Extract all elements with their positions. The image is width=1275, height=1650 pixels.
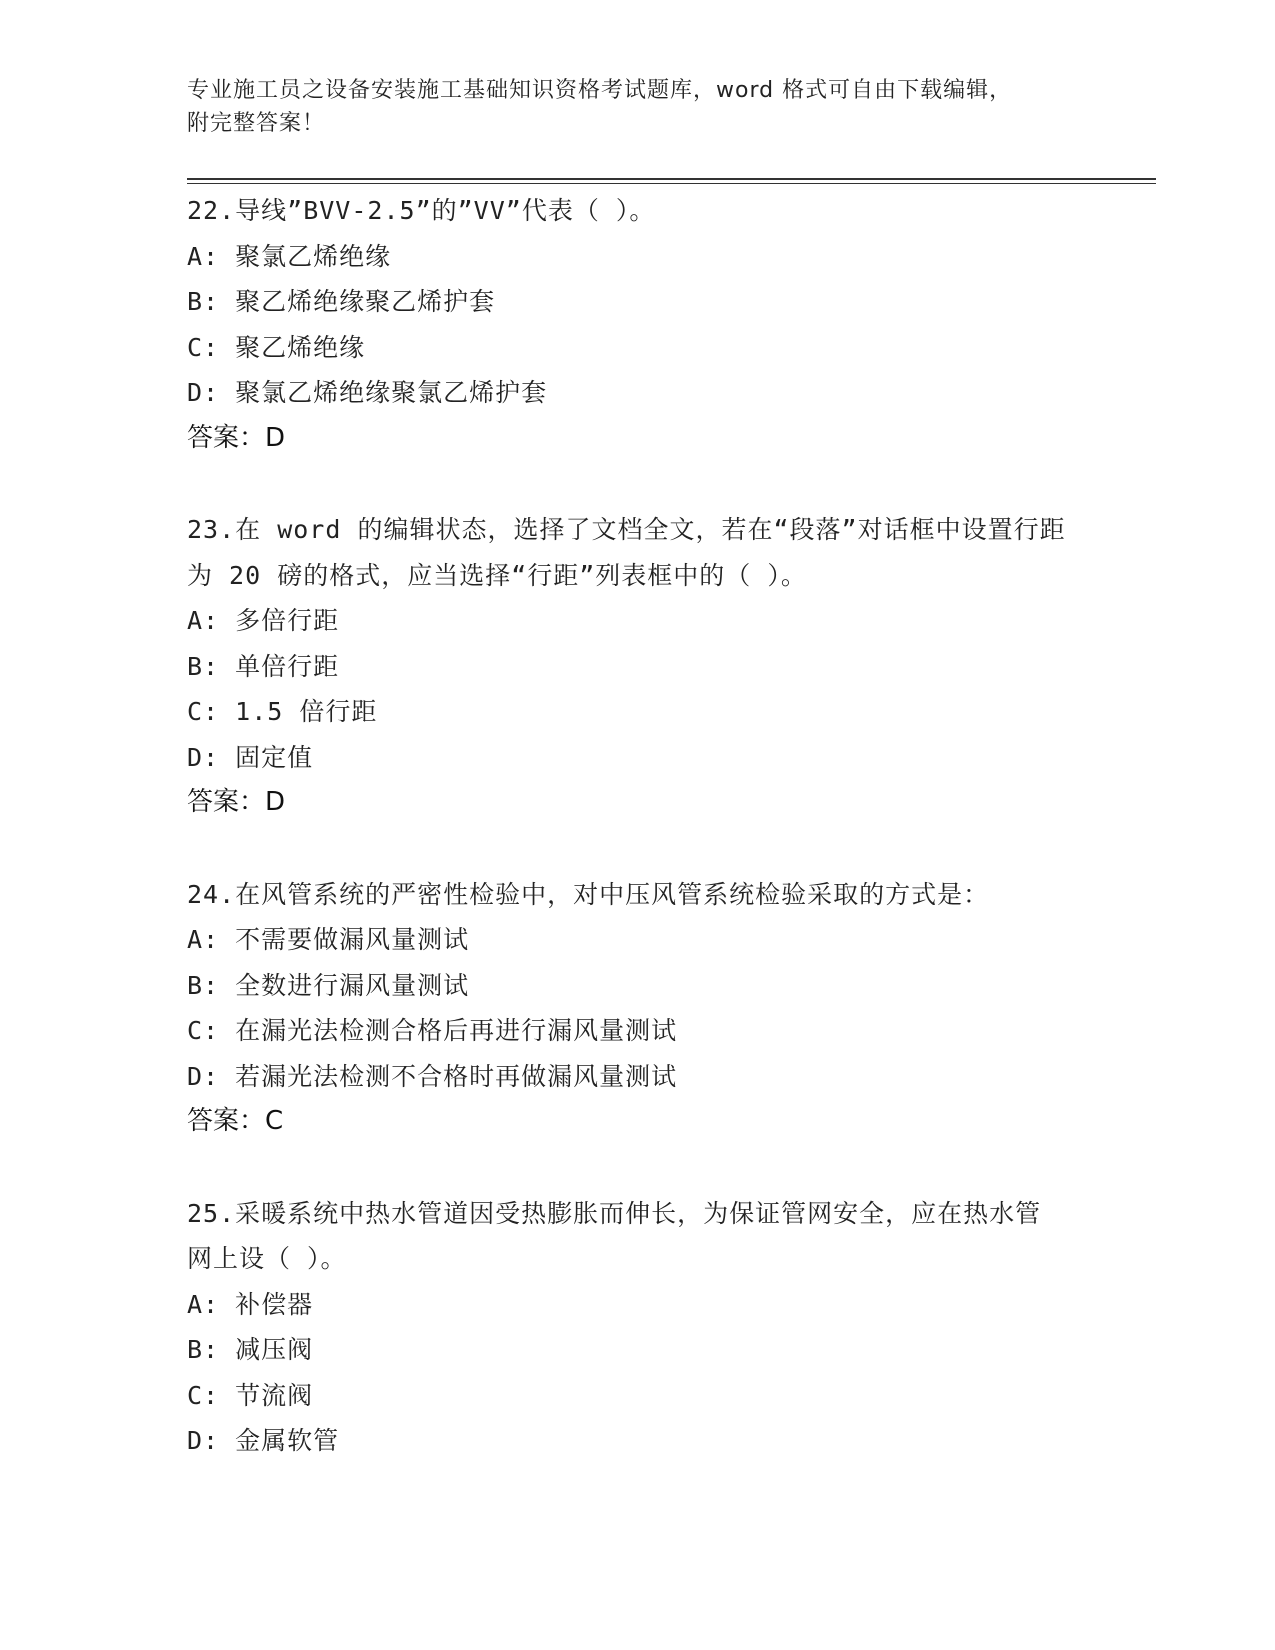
question-25	[187, 1191, 1087, 1464]
option-d: D: 聚氯乙烯绝缘聚氯乙烯护套	[187, 378, 548, 407]
answer-label: 答案：D	[187, 787, 286, 817]
question-stem: 22.导线”BVV-2.5”的”VV”代表（ ）。	[187, 196, 656, 225]
option-a: A: 补偿器	[187, 1289, 314, 1319]
header-line-1: 专业施工员之设备安装施工基础知识资格考试题库，word 格式可自由下载编辑，	[187, 78, 1013, 103]
option-a: A: 不需要做漏风量测试	[187, 925, 470, 954]
header-line-2: 附完整答案！	[187, 111, 326, 136]
header-divider	[187, 178, 1156, 180]
option-b: B: 单倍行距	[187, 651, 340, 681]
option-a: A: 聚氯乙烯绝缘	[187, 241, 392, 271]
option-c: C: 节流阀	[187, 1380, 314, 1410]
option-c: C: 在漏光法检测合格后再进行漏风量测试	[187, 1016, 678, 1045]
option-d: D: 固定值	[187, 742, 314, 772]
question-24	[187, 872, 1087, 1145]
document-header	[187, 74, 1087, 140]
option-c: C: 聚乙烯绝缘	[187, 332, 366, 362]
question-22	[187, 188, 1087, 461]
question-stem: 23.在 word 的编辑状态，选择了文档全文，若在“段落”对话框中设置行距为 20 磅的格式，应当选择“行距”列表框中的（ ）。	[187, 515, 1066, 590]
option-b: B: 减压阀	[187, 1335, 314, 1364]
question-23	[187, 507, 1087, 826]
question-list	[187, 188, 1087, 1510]
option-b: B: 聚乙烯绝缘聚乙烯护套	[187, 287, 496, 316]
question-stem: 24.在风管系统的严密性检验中，对中压风管系统检验采取的方式是：	[187, 879, 990, 909]
answer-label: 答案：C	[187, 1106, 284, 1136]
option-b: B: 全数进行漏风量测试	[187, 970, 470, 1000]
option-d: D: 若漏光法检测不合格时再做漏风量测试	[187, 1061, 678, 1091]
answer-label: 答案：D	[187, 422, 286, 453]
option-d: D: 金属软管	[187, 1426, 340, 1455]
option-a: A: 多倍行距	[187, 606, 340, 635]
question-stem: 25.采暖系统中热水管道因受热膨胀而伸长，为保证管网安全，应在热水管网上设（ ）。	[187, 1198, 1042, 1273]
header-divider-thin	[187, 183, 1156, 184]
option-c: C: 1.5 倍行距	[187, 697, 378, 726]
